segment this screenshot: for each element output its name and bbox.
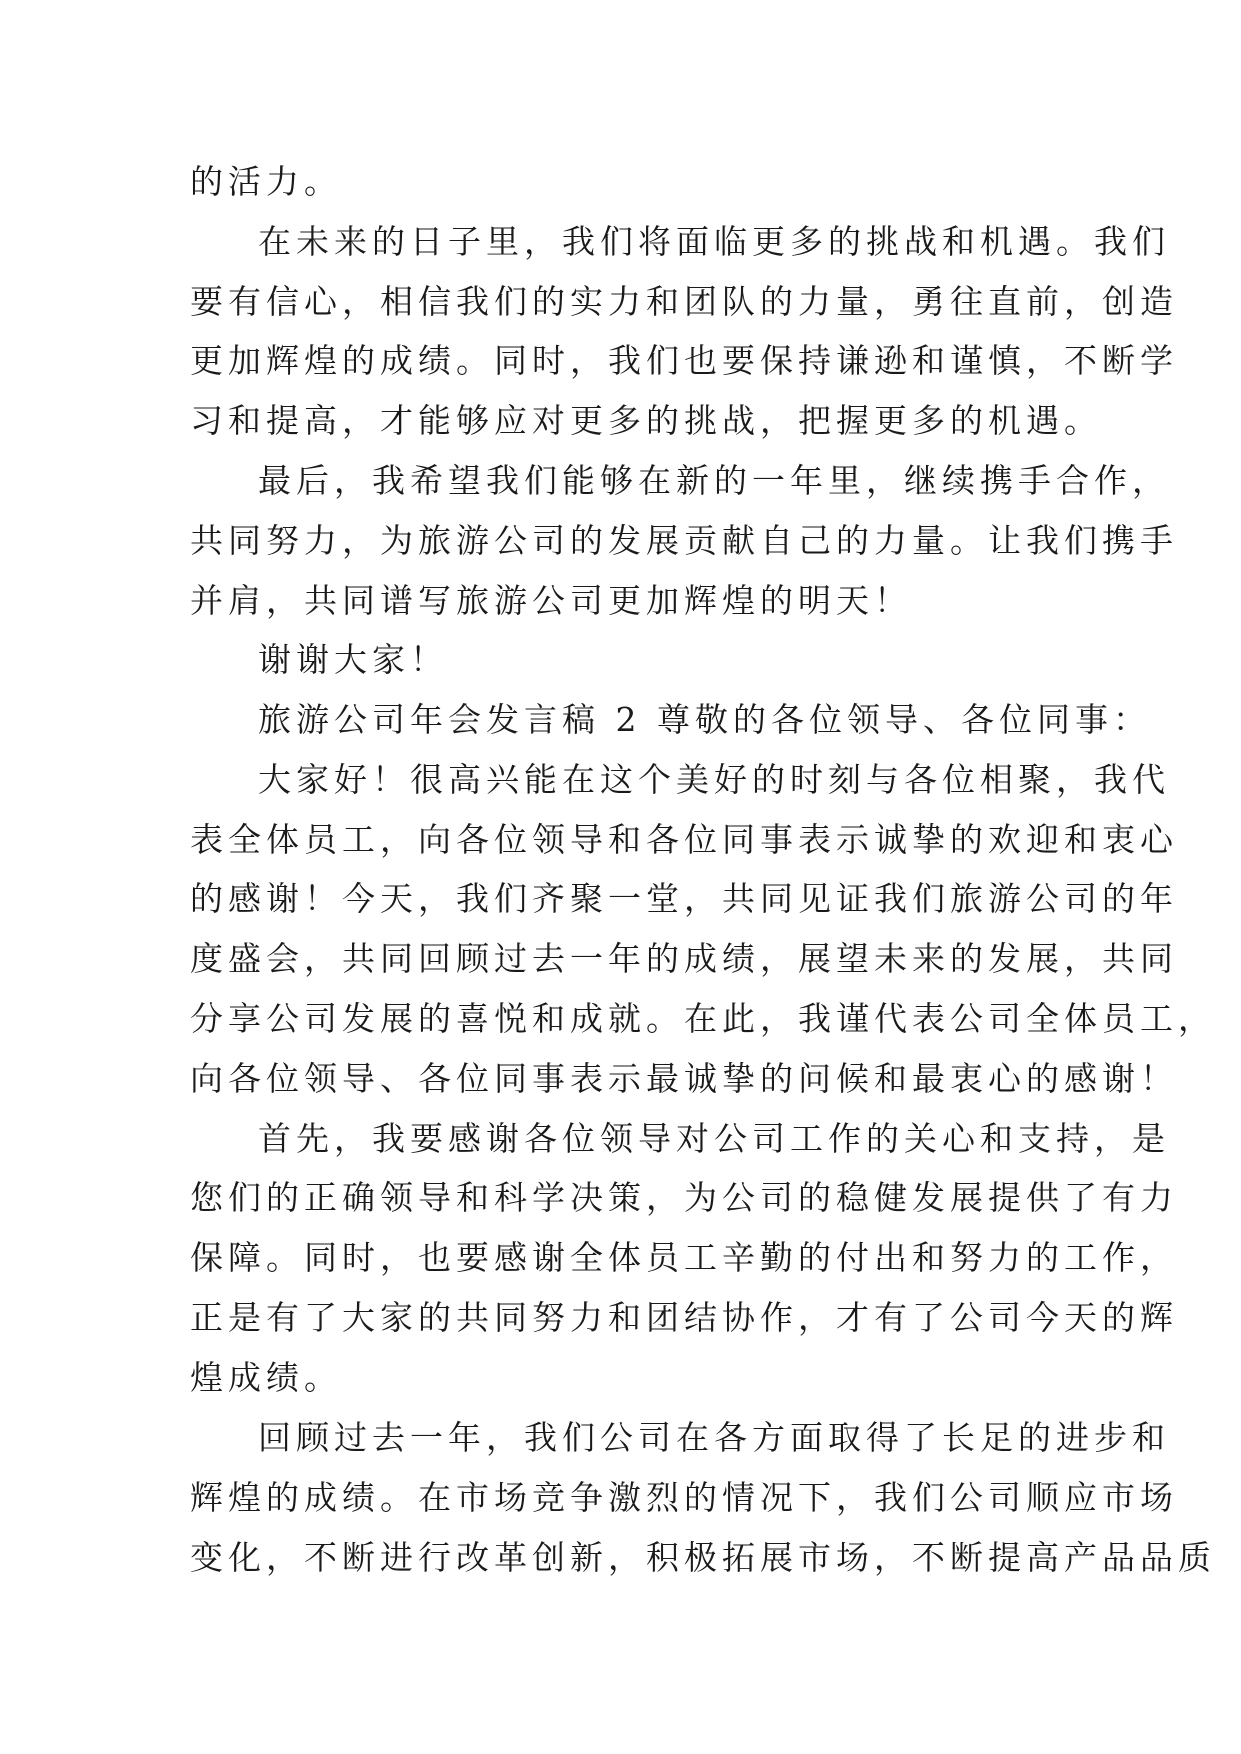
text-line: 保障。同时，也要感谢全体员工辛勤的付出和努力的工作， — [190, 1238, 1178, 1277]
text-line: 共同努力，为旅游公司的发展贡献自己的力量。让我们携手 — [190, 521, 1178, 560]
text-line: 正是有了大家的共同努力和团结协作，才有了公司今天的辉 — [190, 1298, 1178, 1337]
text-line: 表全体员工，向各位领导和各位同事表示诚挚的欢迎和衷心 — [190, 820, 1178, 859]
text-line: 要有信心，相信我们的实力和团队的力量，勇往直前，创造 — [190, 282, 1178, 321]
paragraph-first-line: 最后，我希望我们能够在新的一年里，继续携手合作， — [258, 461, 1170, 500]
text-line: 并肩，共同谱写旅游公司更加辉煌的明天！ — [190, 581, 912, 620]
section-heading-line: 旅游公司年会发言稿 2 尊敬的各位领导、各位同事： — [258, 700, 1151, 739]
text-line: 更加辉煌的成绩。同时，我们也要保持谦逊和谨慎，不断学 — [190, 341, 1178, 380]
paragraph-first-line: 首先，我要感谢各位领导对公司工作的关心和支持，是 — [258, 1119, 1170, 1158]
paragraph-first-line: 回顾过去一年，我们公司在各方面取得了长足的进步和 — [258, 1418, 1170, 1457]
text-line: 您们的正确领导和科学决策，为公司的稳健发展提供了有力 — [190, 1178, 1178, 1217]
paragraph-first-line: 谢谢大家！ — [258, 640, 448, 679]
paragraph-first-line: 在未来的日子里，我们将面临更多的挑战和机遇。我们 — [258, 222, 1170, 261]
text-line: 的活力。 — [190, 162, 342, 201]
text-line: 度盛会，共同回顾过去一年的成绩，展望未来的发展，共同 — [190, 939, 1178, 978]
text-line: 变化，不断进行改革创新，积极拓展市场，不断提高产品品质 — [190, 1538, 1216, 1577]
text-line: 向各位领导、各位同事表示最诚挚的问候和最衷心的感谢！ — [190, 1059, 1178, 1098]
text-line: 辉煌的成绩。在市场竞争激烈的情况下，我们公司顺应市场 — [190, 1478, 1178, 1517]
text-line: 习和提高，才能够应对更多的挑战，把握更多的机遇。 — [190, 401, 1102, 440]
paragraph-first-line: 大家好！很高兴能在这个美好的时刻与各位相聚，我代 — [258, 760, 1170, 799]
text-line: 煌成绩。 — [190, 1358, 342, 1397]
text-line: 的感谢！今天，我们齐聚一堂，共同见证我们旅游公司的年 — [190, 879, 1178, 918]
text-line: 分享公司发展的喜悦和成就。在此，我谨代表公司全体员工， — [190, 999, 1216, 1038]
